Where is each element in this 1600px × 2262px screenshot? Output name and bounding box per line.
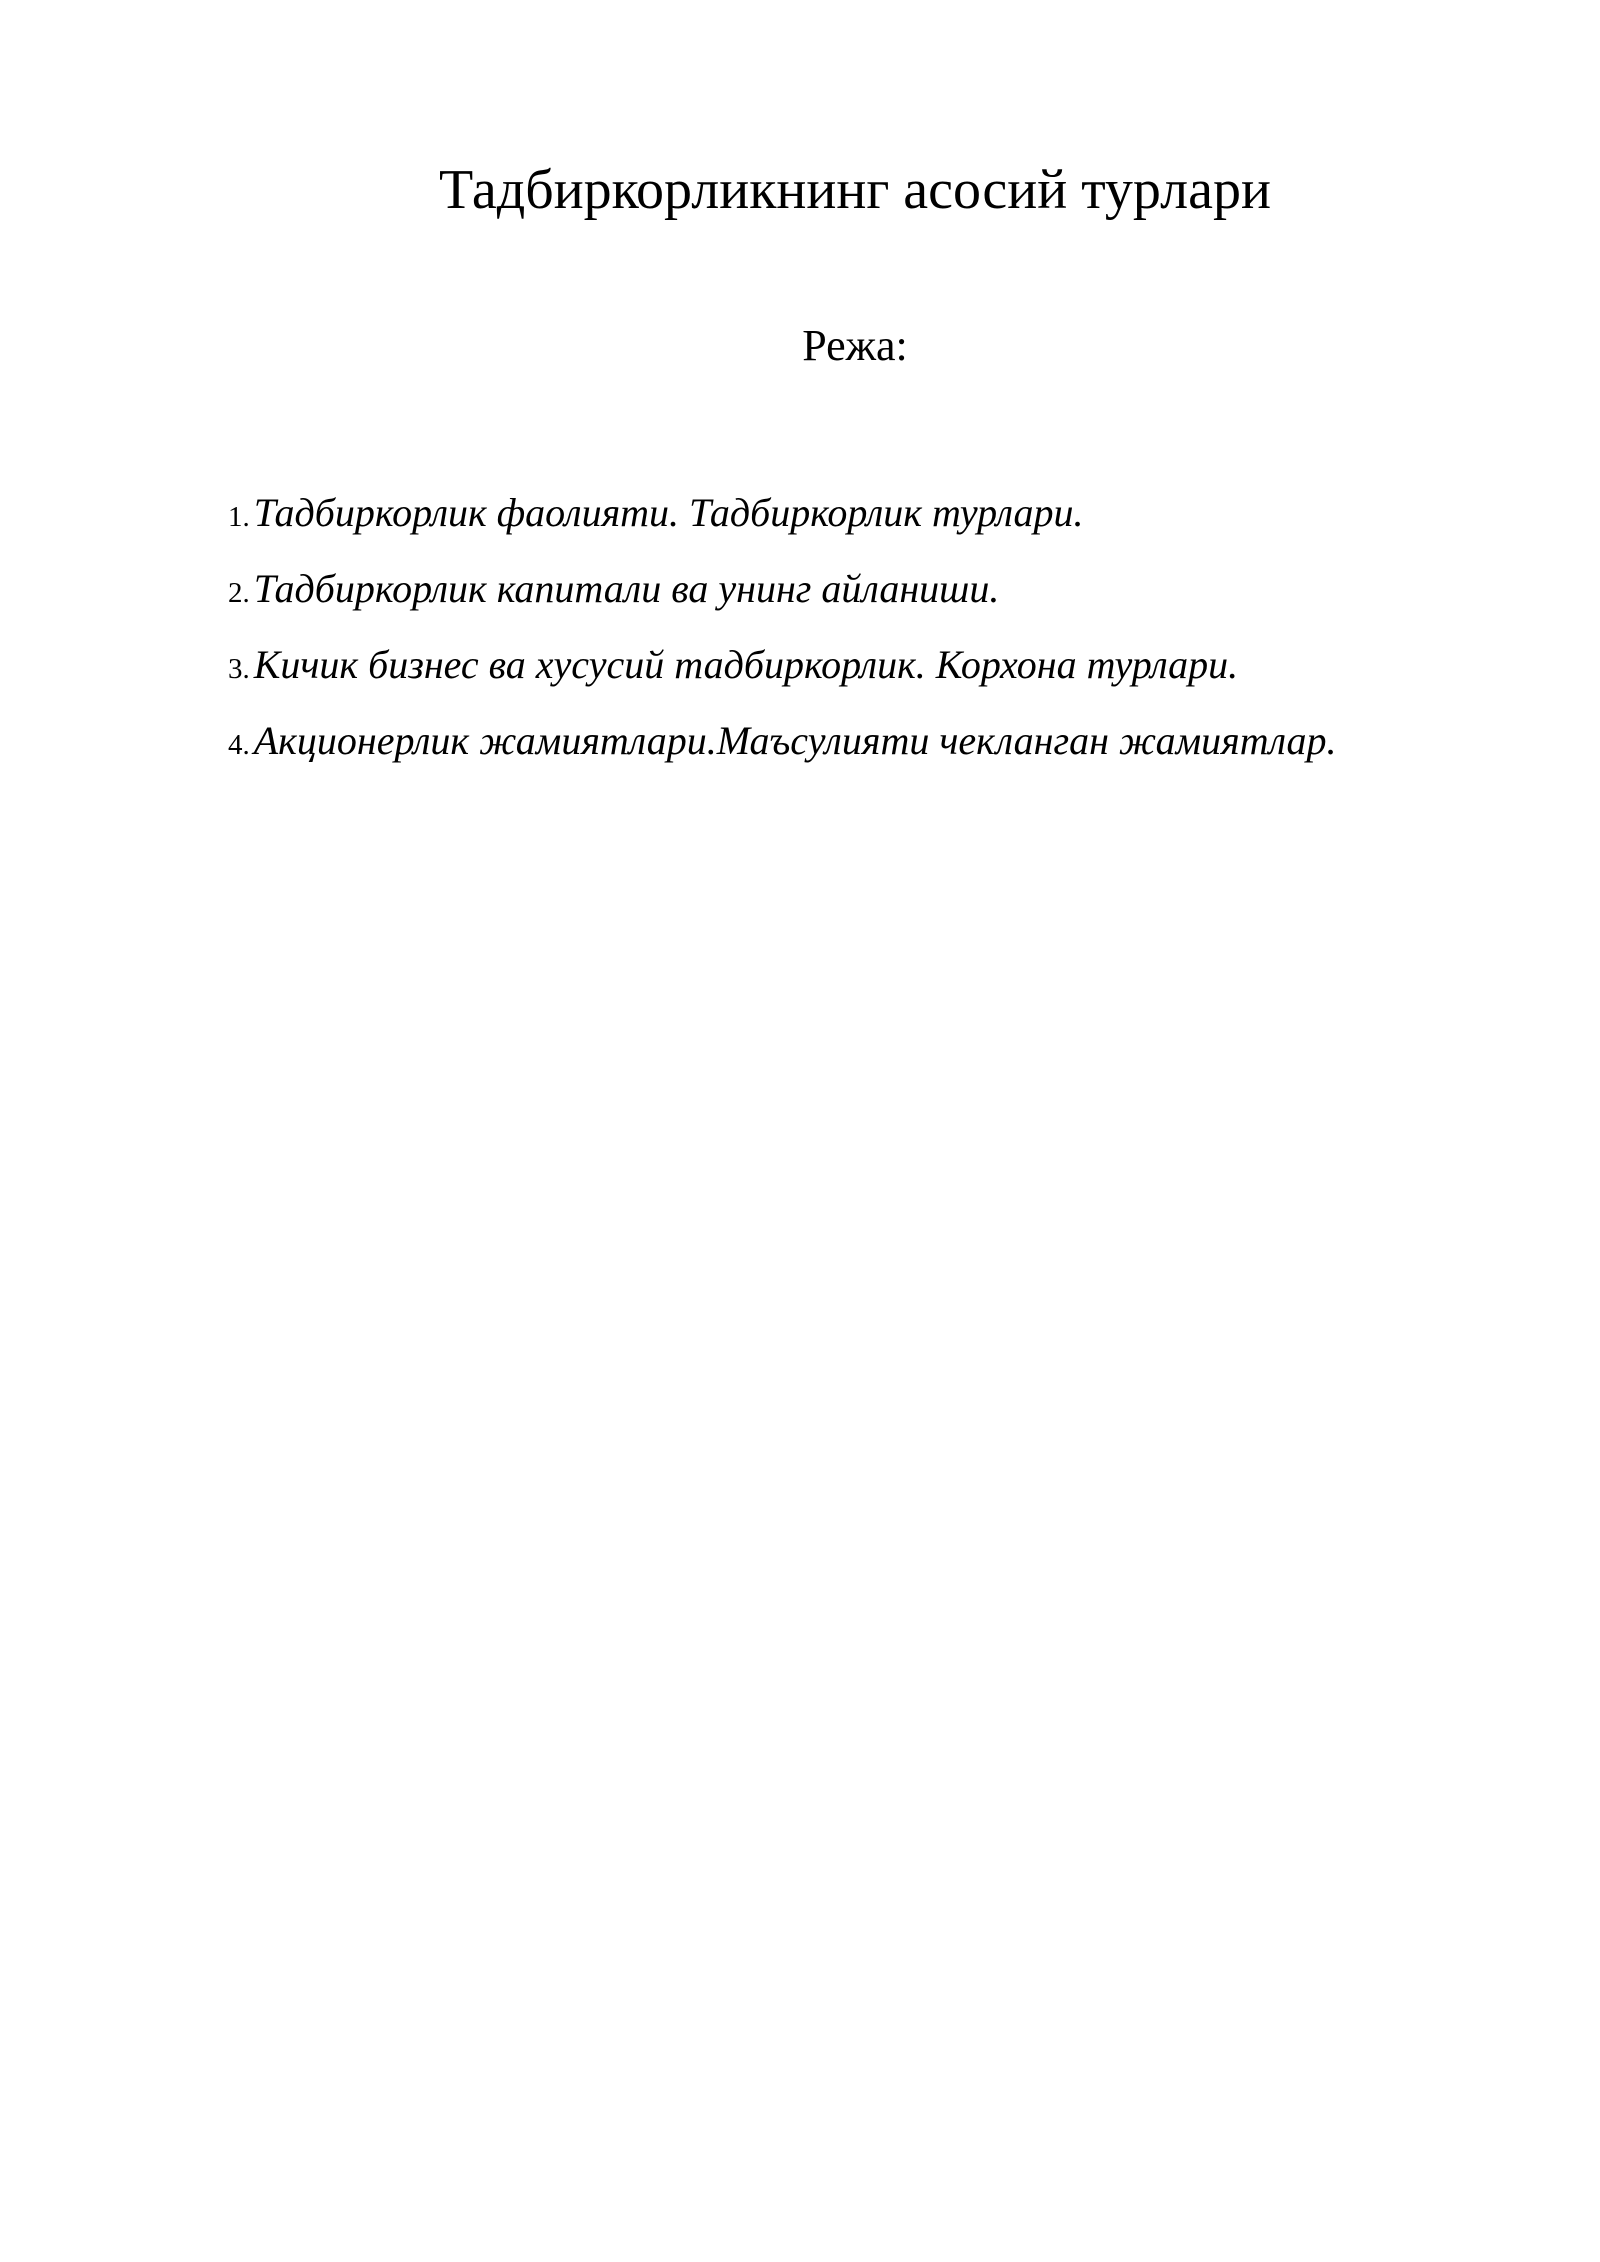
plan-item — [228, 561, 1528, 637]
plan-item-text: Тадбиркорлик капитали ва унинг айланиши. — [253, 566, 1000, 611]
plan-item-number: 3. — [228, 653, 250, 685]
document-title: Тадбиркорликнинг асосий турлари — [439, 159, 1271, 221]
plan-item — [228, 485, 1528, 561]
plan-item — [228, 637, 1528, 713]
plan-item-number: 2. — [228, 577, 250, 609]
plan-item-number: 4. — [228, 729, 250, 761]
plan-heading: Режа: — [802, 321, 908, 370]
plan-list — [228, 485, 1528, 789]
plan-item-text: Акционерлик жамиятлари.Маъсулияти чекланган жамиятлар. — [253, 718, 1337, 763]
plan-item-text: Тадбиркорлик фаолияти. Тадбиркорлик турлари. — [253, 490, 1084, 535]
plan-item-number: 1. — [228, 501, 250, 533]
plan-item-text: Кичик бизнес ва хусусий тадбиркорлик. Корхона турлари. — [253, 642, 1239, 687]
plan-item — [228, 713, 1528, 789]
